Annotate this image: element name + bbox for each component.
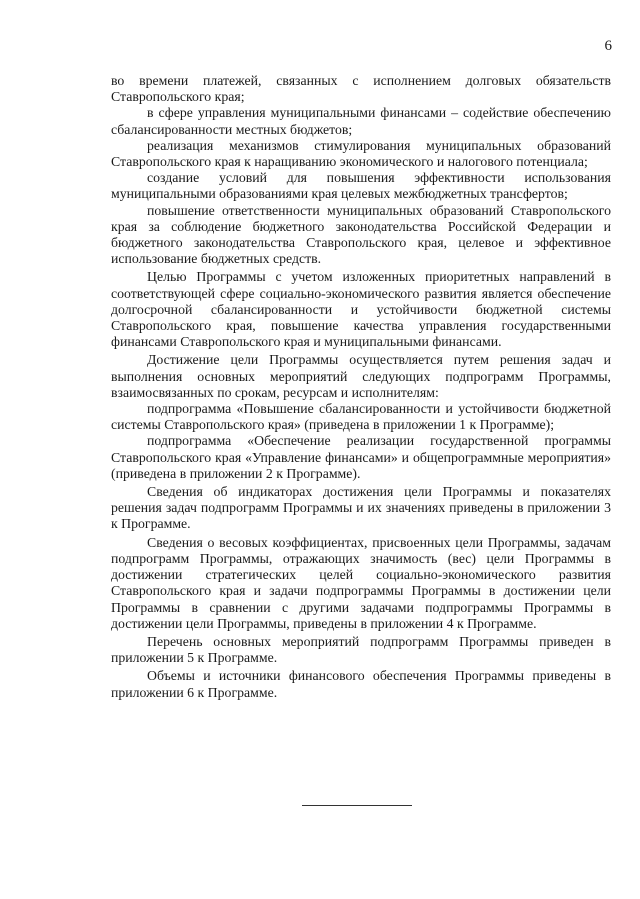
page-number: 6 <box>604 38 612 54</box>
paragraph-9: подпрограмма «Обеспечение реализации государственной программы Ставропольского края «Управление финансами» и общепрограммные мероприятия» (приведена в приложении 2 к Программе). <box>111 433 611 481</box>
paragraph-6: Целью Программы с учетом изложенных приоритетных направлений в соответствующей сфере социально-экономического развития является обеспечение долгосрочной сбалансированности и устойчивости бюджетной системы Ставропольского края, повышение качества управления государственными финансами Ставропольского края и муниципальными финансами. <box>111 269 611 350</box>
paragraph-2: в сфере управления муниципальными финансами – содействие обеспечению сбалансированности местных бюджетов; <box>111 105 611 137</box>
paragraph-8: подпрограмма «Повышение сбалансированности и устойчивости бюджетной системы Ставропольского края» (приведена в приложении 1 к Программе); <box>111 401 611 433</box>
closing-divider <box>302 805 412 806</box>
paragraph-13: Объемы и источники финансового обеспечения Программы приведены в приложении 6 к Программе. <box>111 668 611 700</box>
paragraph-4: создание условий для повышения эффективности использования муниципальными образованиями края целевых межбюджетных трансфертов; <box>111 170 611 202</box>
paragraph-10: Сведения об индикаторах достижения цели Программы и показателях решения задач подпрограмм Программы и их значениях приведены в приложении 3 к Программе. <box>111 484 611 532</box>
paragraph-11: Сведения о весовых коэффициентах, присвоенных цели Программы, задачам подпрограмм Программы, отражающих значимость (вес) цели Программы в достижении стратегических целей социально-экономического развития Ставропольского края и задачи подпрограммы Программы в достижении цели Программы в сравнении с другими задачами подпрограммы Программы в достижении цели Программы, приведены в приложении 4 к Программе. <box>111 534 611 631</box>
paragraph-7: Достижение цели Программы осуществляется путем решения задач и выполнения основных мероприятий следующих подпрограмм Программы, взаимосвязанных по срокам, ресурсам и исполнителям: <box>111 352 611 400</box>
document-body <box>111 73 611 701</box>
paragraph-1: во времени платежей, связанных с исполнением долговых обязательств Ставропольского края; <box>111 73 611 105</box>
paragraph-12: Перечень основных мероприятий подпрограмм Программы приведен в приложении 5 к Программе. <box>111 633 611 666</box>
paragraph-3: реализация механизмов стимулирования муниципальных образований Ставропольского края к наращиванию экономического и налогового потенциала; <box>111 137 611 170</box>
paragraph-5: повышение ответственности муниципальных образований Ставропольского края за соблюдение бюджетного законодательства Российской Федерации и бюджетного законодательства Ставропольского края, целевое и эффективное использование бюджетных средств. <box>111 202 611 267</box>
